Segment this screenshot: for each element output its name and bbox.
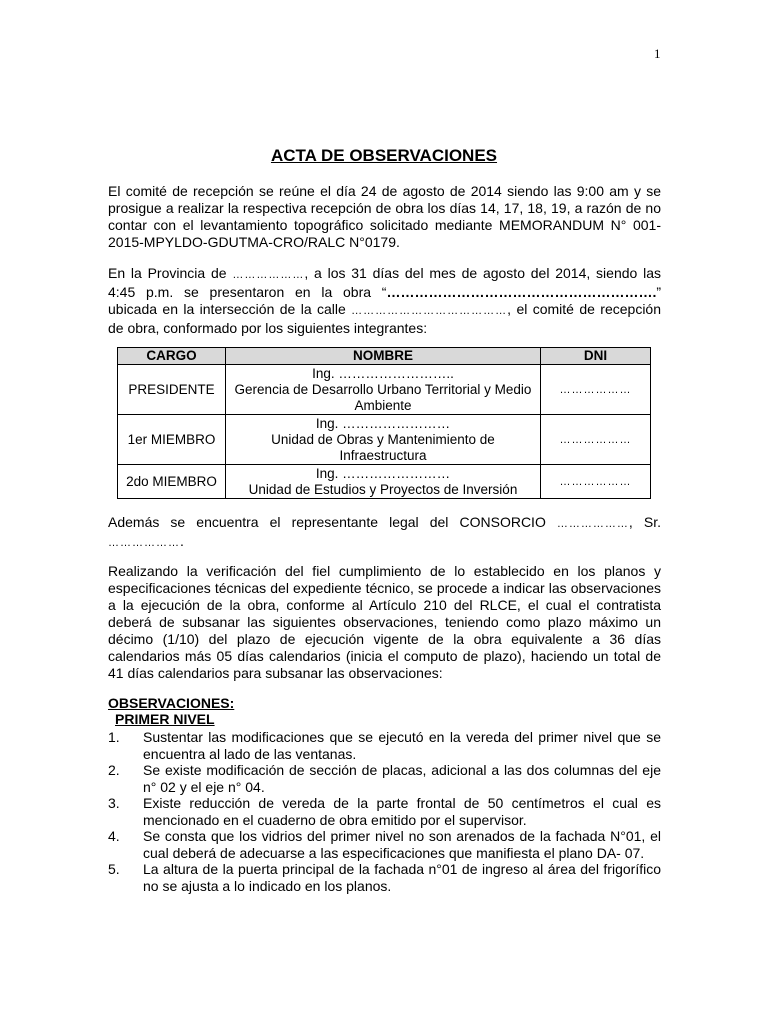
header-dni: DNI <box>541 348 651 365</box>
cell-dni: ……………… <box>541 365 651 415</box>
committee-table <box>117 347 651 499</box>
observaciones-heading: OBSERVACIONES: <box>108 695 235 711</box>
primer-nivel-heading: PRIMER NIVEL <box>115 711 215 727</box>
paragraph-verificacion: Realizando la verificación del fiel cumplimiento de lo establecido en los planos y especificaciones técnicas del expediente técnico, se procede a indicar las observaciones a la ejecución de la obra, conforme al Artículo 210 del RLCE, el cual el contratista deberá de subsanar las siguientes observaciones, teniendo como plazo máximo un décimo (1/10) del plazo de ejecución vigente de la obra equivalente a 36 días calendarios más 05 días calendarios (inicia el computo de plazo), haciendo un total de 41 días calendarios para subsanar las observaciones: <box>108 563 661 681</box>
cell-nombre: Ing. …………………… Unidad de Estudios y Proyectos de Inversión <box>226 465 541 499</box>
list-item: 1. Sustentar las modificaciones que se ejecutó en la vereda del primer nivel que se encuentra al lado de las ventanas. <box>108 729 661 762</box>
paragraph-representante: Además se encuentra el representante legal del CONSORCIO ………………, Sr. ………………. <box>108 514 661 549</box>
table-header-row <box>118 348 651 365</box>
list-item: 4. Se consta que los vidrios del primer nivel no son arenados de la fachada N°01, el cual deberá de adecuarse a las especificaciones que manifiesta el plano DA- 07. <box>108 828 661 861</box>
list-item: 3. Existe reducción de vereda de la parte frontal de 50 centímetros el cual es mencionado en el cuaderno de obra emitido por el supervisor. <box>108 795 661 828</box>
paragraph-intro: El comité de recepción se reúne el día 24 de agosto de 2014 siendo las 9:00 am y se prosigue a realizar la respectiva recepción de obra los días 14, 17, 18, 19, a razón de no contar con el levantamiento topográfico solicitado mediante MEMORANDUM N° 001-2015-MPYLDO-GDUTMA-CRO/RALC N°0179. <box>108 183 661 250</box>
list-item: 2. Se existe modificación de sección de placas, adicional a las dos columnas del eje n° 02 y el eje n° 04. <box>108 762 661 795</box>
list-item: 5. La altura de la puerta principal de la fachada n°01 de ingreso al área del frigorífico no se ajusta a lo indicado en los planos. <box>108 861 661 894</box>
cell-cargo: 2do MIEMBRO <box>118 465 226 499</box>
cell-dni: ……………… <box>541 415 651 465</box>
cell-dni: ……………… <box>541 465 651 499</box>
table-row <box>118 415 651 465</box>
paragraph-location: En la Provincia de ………………, a los 31 días del mes de agosto del 2014, siendo las 4:45 p.m. se presentaron en la obra “………………………………………………….” ubicada en la intersección de la calle …………………………………, el comité de recepción de obra, conformado por los siguientes integrantes: <box>108 265 662 336</box>
table-row <box>118 365 651 415</box>
document-title: ACTA DE OBSERVACIONES <box>270 146 498 165</box>
cell-nombre: Ing. …………………….. Gerencia de Desarrollo Urbano Territorial y Medio Ambiente <box>226 365 541 415</box>
header-cargo: CARGO <box>118 348 226 365</box>
cell-cargo: PRESIDENTE <box>118 365 226 415</box>
header-nombre: NOMBRE <box>226 348 541 365</box>
observaciones-list <box>108 729 661 894</box>
table-row <box>118 465 651 499</box>
cell-cargo: 1er MIEMBRO <box>118 415 226 465</box>
page-number: 1 <box>654 46 661 61</box>
cell-nombre: Ing. …………………… Unidad de Obras y Mantenimiento de Infraestructura <box>226 415 541 465</box>
